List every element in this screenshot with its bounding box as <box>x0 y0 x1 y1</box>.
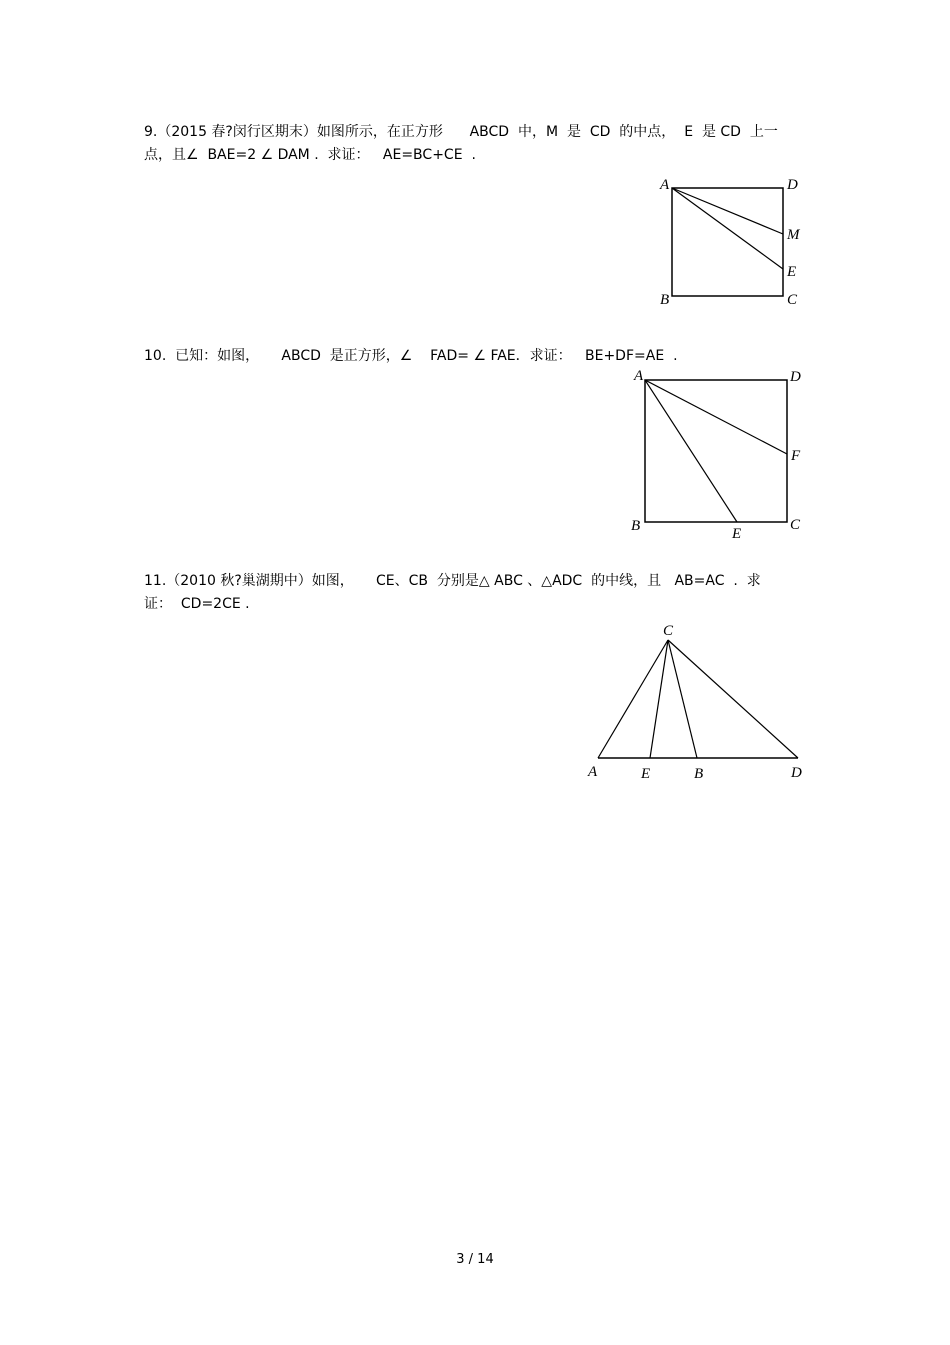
label-d: D <box>791 765 802 781</box>
problem-9-text-line-1: 9.（2015 春?闵行区期末）如图所示，在正方形 ABCD 中，M 是 CD 的中点， E 是 CD 上一 <box>144 124 778 140</box>
label-a: A <box>588 764 598 780</box>
label-d: D <box>790 369 801 385</box>
problem-11-figure <box>580 618 815 788</box>
label-c: C <box>787 292 798 308</box>
segment-ce <box>650 640 668 758</box>
problem-10-figure <box>625 362 815 547</box>
page-number: 3 / 14 <box>456 1252 494 1267</box>
label-a: A <box>634 368 644 384</box>
label-d: D <box>787 177 798 193</box>
label-c: C <box>663 623 674 639</box>
segment-ae <box>645 380 737 522</box>
label-b: B <box>694 766 704 782</box>
label-e: E <box>641 766 651 782</box>
problem-9-text-line-2: 点，且∠ BAE=2 ∠ DAM . 求证： AE=BC+CE . <box>144 147 476 163</box>
label-b: B <box>631 518 641 534</box>
label-e: E <box>732 526 742 542</box>
label-m: M <box>787 227 800 243</box>
problem-9-figure <box>650 172 820 312</box>
segment-ca <box>598 640 668 758</box>
label-a: A <box>660 177 670 193</box>
problem-10-text-line-1: 10. 已知：如图， ABCD 是正方形，∠ FAD= ∠ FAE．求证： BE+DF=AE . <box>144 348 678 364</box>
segment-am <box>672 188 783 234</box>
segment-cd <box>668 640 798 758</box>
label-f: F <box>791 448 801 464</box>
problem-11-text-line-1: 11.（2010 秋?巢湖期中）如图， CE、CB 分别是△ ABC 、△ADC 的中线，且 AB=AC . 求 <box>144 573 761 589</box>
square-abcd <box>672 188 783 296</box>
problem-11-text-line-2: 证： CD=2CE . <box>144 596 250 612</box>
segment-ae <box>672 188 783 269</box>
segment-af <box>645 380 787 454</box>
label-e: E <box>787 264 797 280</box>
segment-cb <box>668 640 697 758</box>
square-abcd <box>645 380 787 522</box>
label-c: C <box>790 517 801 533</box>
label-b: B <box>660 292 670 308</box>
